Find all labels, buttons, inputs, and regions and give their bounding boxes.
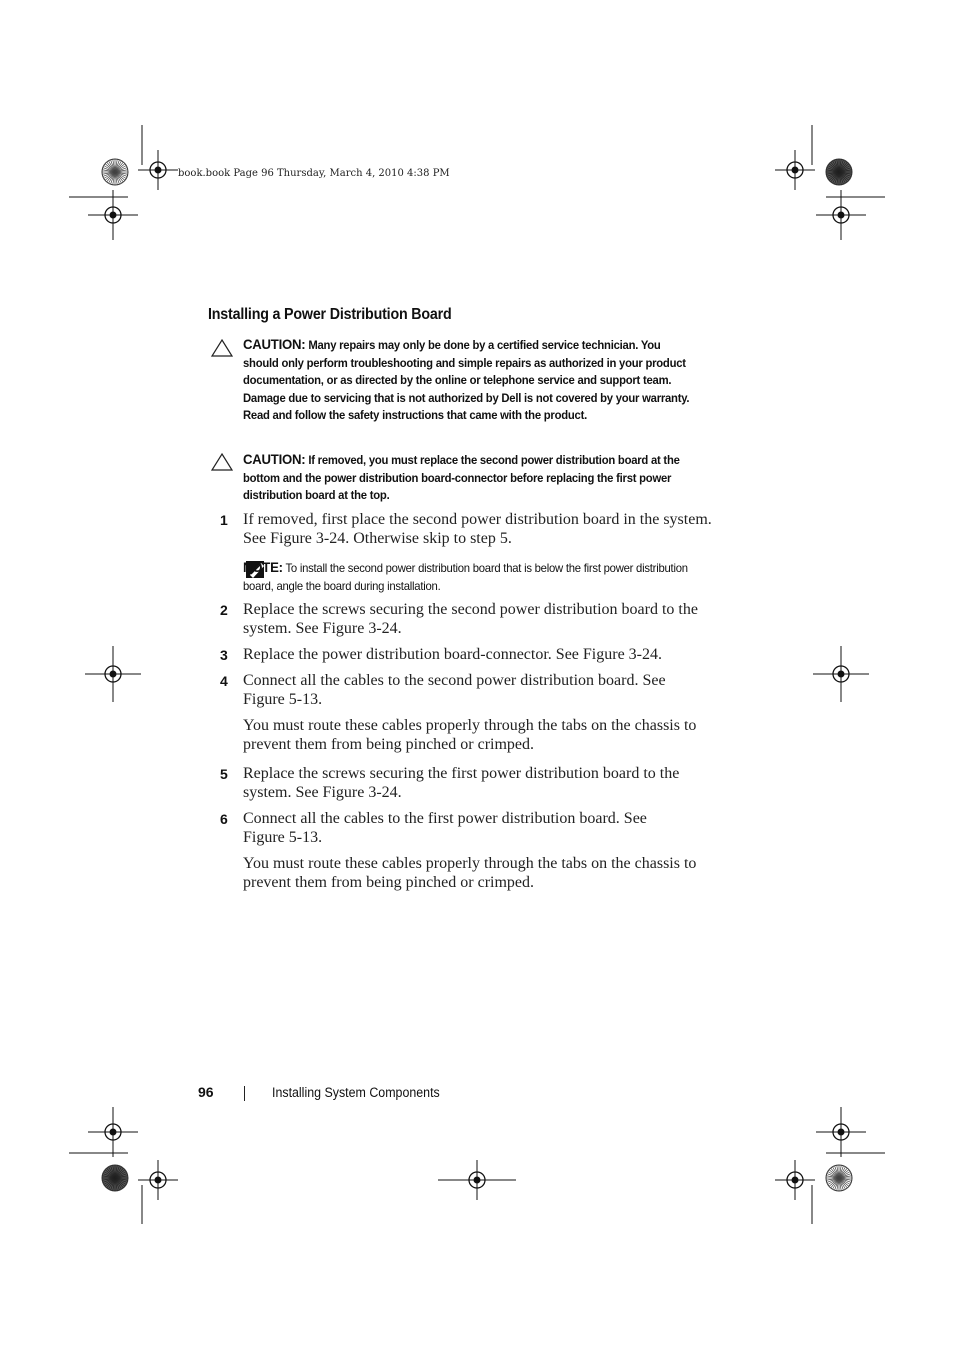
color-wheel-icon — [826, 1165, 852, 1191]
caution-text: If removed, you must replace the second power distribution board at the bottom and the power distribution board-connector before replacing the first power distribution board at the top. — [243, 453, 680, 503]
step-text: Connect all the cables to the second power distribution board. See Figure 5-13. — [243, 672, 666, 709]
registration-mark-icon — [85, 646, 141, 702]
caution-text: Many repairs may only be done by a certified service technician. You should only perform troubleshooting and simple repairs as authorized in your product documentation, or as directed by the online or telephone service and support team. Damage due to servicing that is not authorized by Dell is not covered by your warranty. Read and follow the safety instructions that came with the product. — [243, 338, 690, 423]
caution-triangle-icon — [210, 338, 234, 358]
color-wheel-icon — [102, 1165, 128, 1191]
note — [243, 559, 692, 595]
print-slug: book.book Page 96 Thursday, March 4, 2010 4:38 PM — [178, 168, 450, 179]
step-paragraph: You must route these cables properly through the tabs on the chassis to prevent them from being pinched or crimped. — [243, 855, 697, 892]
step-paragraph: You must route these cables properly through the tabs on the chassis to prevent them from being pinched or crimped. — [243, 717, 697, 754]
footer-section-title: Installing System Components — [272, 1085, 440, 1100]
caution-triangle-icon — [210, 452, 234, 472]
registration-mark-icon — [816, 1107, 866, 1157]
caution-label: CAUTION: — [243, 336, 306, 352]
registration-mark-icon — [813, 646, 869, 702]
caution-1 — [243, 336, 694, 425]
note-label: NOTE: — [243, 559, 283, 575]
note-text: To install the second power distribution board that is below the first power distribution board, angle the board during installation. — [243, 561, 688, 593]
step-text: Replace the screws securing the second power distribution board to the system. See Figure 3-24. — [243, 601, 698, 638]
step-number: 5 — [220, 766, 228, 782]
registration-mark-icon — [138, 1160, 178, 1200]
step-number: 1 — [220, 512, 228, 528]
step-text: Replace the screws securing the first power distribution board to the system. See Figure 3-24. — [243, 765, 680, 802]
color-wheel-icon — [826, 159, 852, 185]
section-heading: Installing a Power Distribution Board — [208, 306, 452, 323]
caution-label: CAUTION: — [243, 451, 306, 467]
step-text: Connect all the cables to the first power distribution board. See Figure 5-13. — [243, 810, 647, 847]
registration-mark-icon — [138, 150, 178, 190]
step-number: 4 — [220, 673, 228, 689]
step-number: 2 — [220, 602, 228, 618]
color-wheel-icon — [102, 159, 128, 185]
footer-divider — [244, 1086, 245, 1101]
registration-mark-icon — [775, 150, 815, 190]
step-number: 6 — [220, 811, 228, 827]
step-text: If removed, first place the second power distribution board in the system. See Figure 3-24. Otherwise skip to step 5. — [243, 511, 712, 548]
page-number: 96 — [198, 1084, 214, 1100]
registration-mark-icon — [775, 1160, 815, 1200]
step-text: Replace the power distribution board-connector. See Figure 3-24. — [243, 646, 662, 663]
step-number: 3 — [220, 647, 228, 663]
caution-2 — [243, 451, 694, 505]
registration-mark-icon — [88, 1107, 138, 1157]
